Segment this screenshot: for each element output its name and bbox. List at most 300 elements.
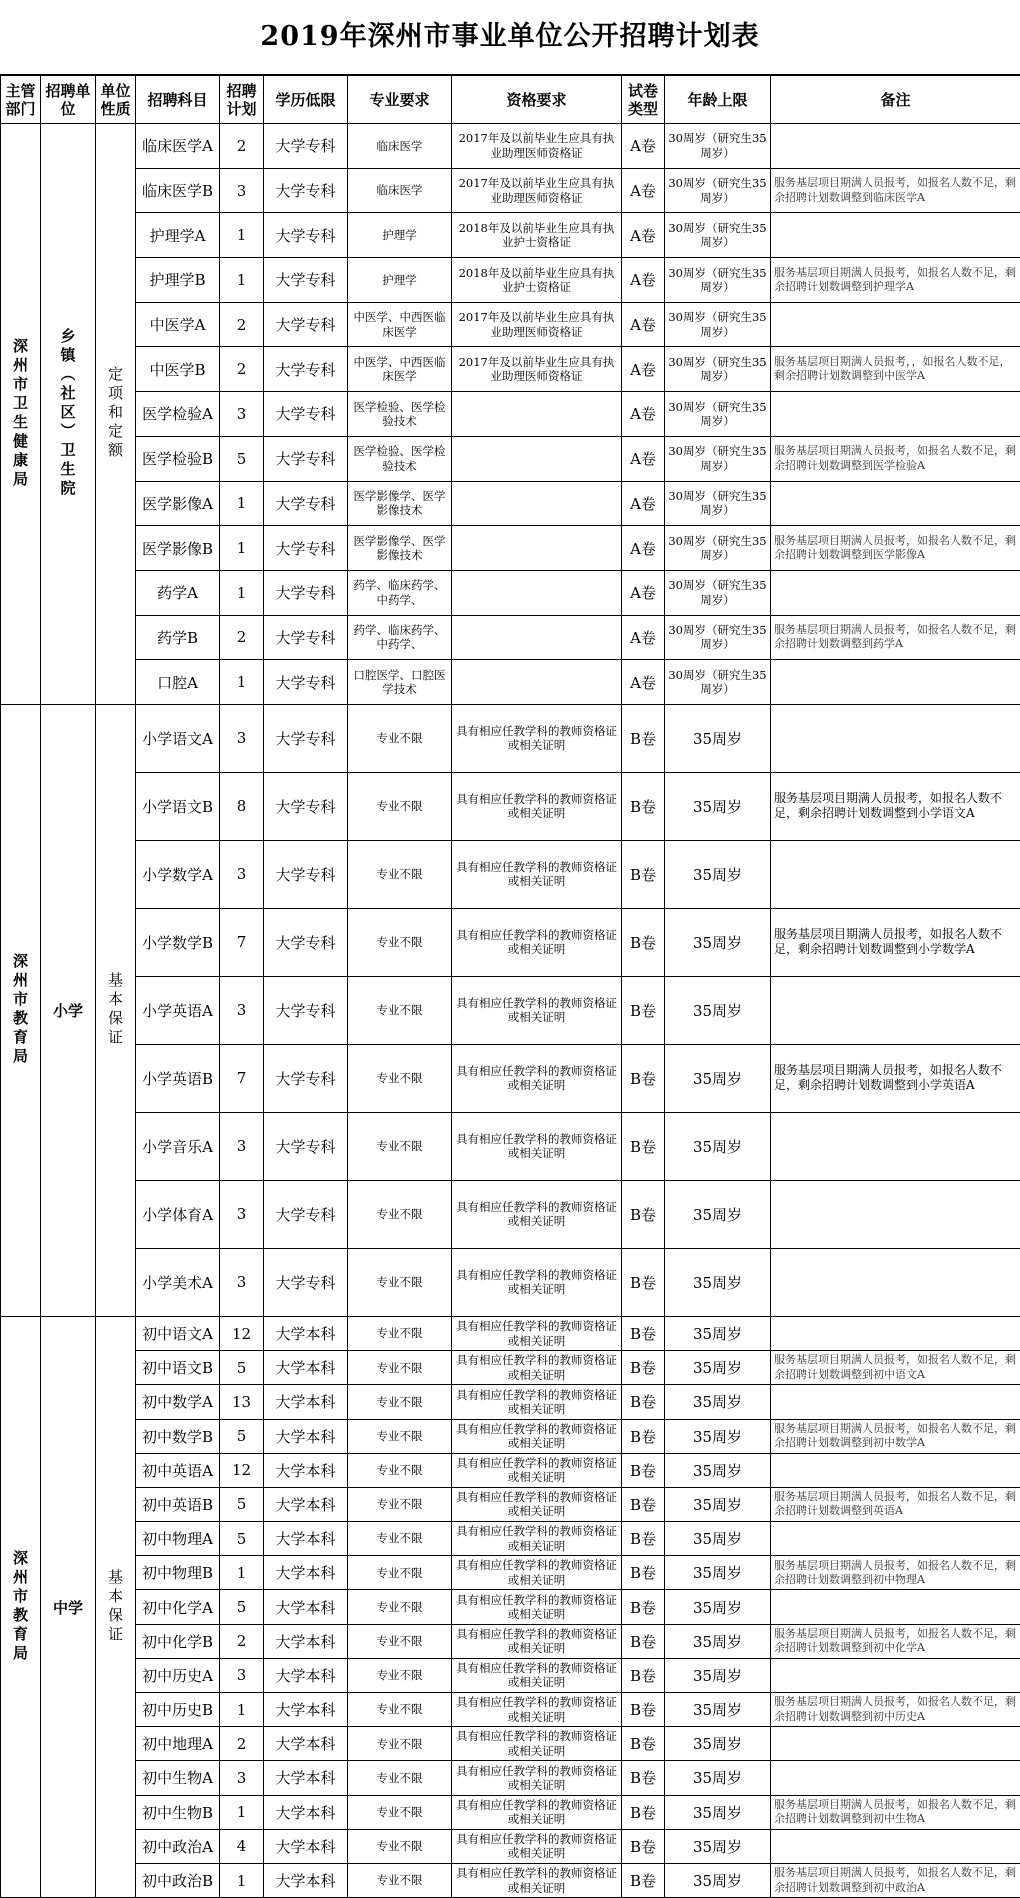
paper-cell: B卷 xyxy=(622,1419,665,1453)
table-row xyxy=(1,908,1020,976)
qual-cell: 具有相应任教学科的教师资格证或相关证明 xyxy=(452,1693,622,1727)
table-row xyxy=(1,258,1020,303)
plan-cell: 3 xyxy=(220,392,264,437)
table-row xyxy=(1,124,1020,169)
qual-cell: 2017年及以前毕业生应具有执业助理医师资格证 xyxy=(452,168,622,213)
table-row xyxy=(1,1385,1020,1419)
subject-cell: 初中化学A xyxy=(136,1590,220,1624)
nature-cell: 基本保证 xyxy=(96,704,136,1316)
qual-cell: 具有相应任教学科的教师资格证或相关证明 xyxy=(452,1863,622,1897)
edu-cell: 大学专科 xyxy=(264,772,348,840)
note-cell xyxy=(771,1180,1020,1248)
table-row xyxy=(1,570,1020,615)
age-cell: 30周岁（研究生35周岁） xyxy=(665,258,771,303)
age-cell: 30周岁（研究生35周岁） xyxy=(665,124,771,169)
note-cell: 服务基层项目期满人员报考，如报名人数不足，剩余招聘计划数调整到初中历史A xyxy=(771,1693,1020,1727)
plan-cell: 13 xyxy=(220,1385,264,1419)
note-cell xyxy=(771,392,1020,437)
edu-cell: 大学专科 xyxy=(264,976,348,1044)
edu-cell: 大学专科 xyxy=(264,704,348,772)
header-note: 备注 xyxy=(771,76,1020,124)
plan-cell: 8 xyxy=(220,772,264,840)
paper-cell: B卷 xyxy=(622,704,665,772)
unit-cell: 小学 xyxy=(41,704,96,1316)
nature-cell: 定项和定额 xyxy=(96,124,136,705)
header-unit: 招聘单位 xyxy=(41,76,96,124)
qual-cell: 2017年及以前毕业生应具有执业助理医师资格证 xyxy=(452,347,622,392)
note-cell xyxy=(771,1248,1020,1316)
edu-cell: 大学本科 xyxy=(264,1419,348,1453)
plan-cell: 2 xyxy=(220,615,264,660)
qual-cell: 具有相应任教学科的教师资格证或相关证明 xyxy=(452,1624,622,1658)
plan-cell: 1 xyxy=(220,1556,264,1590)
qual-cell: 2017年及以前毕业生应具有执业助理医师资格证 xyxy=(452,302,622,347)
paper-cell: B卷 xyxy=(622,1795,665,1829)
age-cell: 30周岁（研究生35周岁） xyxy=(665,392,771,437)
paper-cell: B卷 xyxy=(622,1761,665,1795)
paper-cell: B卷 xyxy=(622,1112,665,1180)
table-row xyxy=(1,1351,1020,1385)
subject-cell: 小学音乐A xyxy=(136,1112,220,1180)
paper-cell: B卷 xyxy=(622,772,665,840)
major-cell: 专业不限 xyxy=(348,1727,452,1761)
subject-cell: 临床医学A xyxy=(136,124,220,169)
qual-cell: 具有相应任教学科的教师资格证或相关证明 xyxy=(452,1795,622,1829)
subject-cell: 医学检验B xyxy=(136,436,220,481)
edu-cell: 大学本科 xyxy=(264,1693,348,1727)
plan-cell: 3 xyxy=(220,1112,264,1180)
age-cell: 35周岁 xyxy=(665,1522,771,1556)
table-row xyxy=(1,1624,1020,1658)
subject-cell: 护理学B xyxy=(136,258,220,303)
plan-cell: 1 xyxy=(220,526,264,571)
qual-cell: 具有相应任教学科的教师资格证或相关证明 xyxy=(452,1761,622,1795)
qual-cell xyxy=(452,436,622,481)
subject-cell: 小学体育A xyxy=(136,1180,220,1248)
recruitment-table xyxy=(0,75,1020,1898)
qual-cell: 2018年及以前毕业生应具有执业护士资格证 xyxy=(452,213,622,258)
age-cell: 35周岁 xyxy=(665,1351,771,1385)
subject-cell: 初中数学B xyxy=(136,1419,220,1453)
age-cell: 35周岁 xyxy=(665,1795,771,1829)
age-cell: 30周岁（研究生35周岁） xyxy=(665,570,771,615)
header-row xyxy=(1,76,1020,124)
qual-cell: 具有相应任教学科的教师资格证或相关证明 xyxy=(452,1522,622,1556)
major-cell: 医学影像学、医学影像技术 xyxy=(348,526,452,571)
age-cell: 35周岁 xyxy=(665,1658,771,1692)
age-cell: 30周岁（研究生35周岁） xyxy=(665,436,771,481)
table-row xyxy=(1,704,1020,772)
age-cell: 35周岁 xyxy=(665,1761,771,1795)
paper-cell: B卷 xyxy=(622,976,665,1044)
edu-cell: 大学本科 xyxy=(264,1453,348,1487)
table-row xyxy=(1,1693,1020,1727)
subject-cell: 小学英语A xyxy=(136,976,220,1044)
major-cell: 专业不限 xyxy=(348,1590,452,1624)
paper-cell: B卷 xyxy=(622,1316,665,1350)
age-cell: 35周岁 xyxy=(665,1248,771,1316)
table-row xyxy=(1,1863,1020,1897)
plan-cell: 3 xyxy=(220,168,264,213)
table-row xyxy=(1,615,1020,660)
note-cell xyxy=(771,1727,1020,1761)
plan-cell: 2 xyxy=(220,1624,264,1658)
plan-cell: 5 xyxy=(220,1351,264,1385)
table-row xyxy=(1,392,1020,437)
plan-cell: 1 xyxy=(220,481,264,526)
age-cell: 35周岁 xyxy=(665,1487,771,1521)
table-row xyxy=(1,1522,1020,1556)
paper-cell: A卷 xyxy=(622,392,665,437)
plan-cell: 3 xyxy=(220,1248,264,1316)
age-cell: 30周岁（研究生35周岁） xyxy=(665,481,771,526)
edu-cell: 大学本科 xyxy=(264,1624,348,1658)
note-cell: 服务基层项目期满人员报考，如报名人数不足，剩余招聘计划数调整到初中化学A xyxy=(771,1624,1020,1658)
edu-cell: 大学专科 xyxy=(264,660,348,705)
paper-cell: B卷 xyxy=(622,1727,665,1761)
header-paper: 试卷类型 xyxy=(622,76,665,124)
subject-cell: 初中物理A xyxy=(136,1522,220,1556)
header-dept: 主管部门 xyxy=(1,76,41,124)
edu-cell: 大学专科 xyxy=(264,392,348,437)
qual-cell: 具有相应任教学科的教师资格证或相关证明 xyxy=(452,704,622,772)
edu-cell: 大学专科 xyxy=(264,570,348,615)
age-cell: 35周岁 xyxy=(665,1863,771,1897)
plan-cell: 3 xyxy=(220,840,264,908)
major-cell: 专业不限 xyxy=(348,1658,452,1692)
qual-cell: 具有相应任教学科的教师资格证或相关证明 xyxy=(452,1385,622,1419)
qual-cell: 具有相应任教学科的教师资格证或相关证明 xyxy=(452,840,622,908)
edu-cell: 大学专科 xyxy=(264,615,348,660)
paper-cell: A卷 xyxy=(622,526,665,571)
table-row xyxy=(1,1112,1020,1180)
plan-cell: 1 xyxy=(220,1693,264,1727)
table-row xyxy=(1,213,1020,258)
plan-cell: 5 xyxy=(220,1487,264,1521)
subject-cell: 初中物理B xyxy=(136,1556,220,1590)
subject-cell: 初中历史B xyxy=(136,1693,220,1727)
edu-cell: 大学本科 xyxy=(264,1351,348,1385)
table-row xyxy=(1,1044,1020,1112)
subject-cell: 初中英语B xyxy=(136,1487,220,1521)
age-cell: 35周岁 xyxy=(665,1453,771,1487)
plan-cell: 12 xyxy=(220,1453,264,1487)
paper-cell: A卷 xyxy=(622,481,665,526)
age-cell: 35周岁 xyxy=(665,1419,771,1453)
edu-cell: 大学本科 xyxy=(264,1727,348,1761)
subject-cell: 医学检验A xyxy=(136,392,220,437)
subject-cell: 初中生物B xyxy=(136,1795,220,1829)
header-edu: 学历低限 xyxy=(264,76,348,124)
plan-cell: 2 xyxy=(220,302,264,347)
major-cell: 专业不限 xyxy=(348,704,452,772)
subject-cell: 初中英语A xyxy=(136,1453,220,1487)
plan-cell: 5 xyxy=(220,1590,264,1624)
table-row xyxy=(1,1453,1020,1487)
edu-cell: 大学本科 xyxy=(264,1590,348,1624)
qual-cell: 具有相应任教学科的教师资格证或相关证明 xyxy=(452,908,622,976)
header-nature: 单位性质 xyxy=(96,76,136,124)
plan-cell: 5 xyxy=(220,1522,264,1556)
major-cell: 专业不限 xyxy=(348,1624,452,1658)
subject-cell: 初中生物A xyxy=(136,1761,220,1795)
table-row xyxy=(1,1761,1020,1795)
plan-cell: 4 xyxy=(220,1829,264,1863)
table-row xyxy=(1,168,1020,213)
subject-cell: 医学影像A xyxy=(136,481,220,526)
plan-cell: 1 xyxy=(220,258,264,303)
edu-cell: 大学本科 xyxy=(264,1829,348,1863)
major-cell: 专业不限 xyxy=(348,772,452,840)
age-cell: 35周岁 xyxy=(665,1385,771,1419)
edu-cell: 大学本科 xyxy=(264,1795,348,1829)
age-cell: 35周岁 xyxy=(665,772,771,840)
table-row xyxy=(1,1316,1020,1350)
major-cell: 医学检验、医学检验技术 xyxy=(348,392,452,437)
major-cell: 专业不限 xyxy=(348,840,452,908)
note-cell xyxy=(771,213,1020,258)
note-cell xyxy=(771,1761,1020,1795)
table-row xyxy=(1,840,1020,908)
age-cell: 35周岁 xyxy=(665,1829,771,1863)
table-row xyxy=(1,302,1020,347)
subject-cell: 中医学A xyxy=(136,302,220,347)
major-cell: 专业不限 xyxy=(348,976,452,1044)
plan-cell: 3 xyxy=(220,1180,264,1248)
table-row xyxy=(1,660,1020,705)
note-cell xyxy=(771,302,1020,347)
subject-cell: 初中数学A xyxy=(136,1385,220,1419)
paper-cell: B卷 xyxy=(622,1624,665,1658)
qual-cell xyxy=(452,481,622,526)
table-row xyxy=(1,976,1020,1044)
page-title: 2019年深州市事业单位公开招聘计划表 xyxy=(0,0,1020,75)
major-cell: 专业不限 xyxy=(348,1180,452,1248)
qual-cell: 具有相应任教学科的教师资格证或相关证明 xyxy=(452,1727,622,1761)
qual-cell xyxy=(452,526,622,571)
edu-cell: 大学专科 xyxy=(264,526,348,571)
plan-cell: 12 xyxy=(220,1316,264,1350)
note-cell xyxy=(771,1829,1020,1863)
paper-cell: B卷 xyxy=(622,1453,665,1487)
plan-cell: 2 xyxy=(220,1727,264,1761)
table-row xyxy=(1,1829,1020,1863)
subject-cell: 医学影像B xyxy=(136,526,220,571)
qual-cell: 具有相应任教学科的教师资格证或相关证明 xyxy=(452,1248,622,1316)
qual-cell: 具有相应任教学科的教师资格证或相关证明 xyxy=(452,1590,622,1624)
plan-cell: 3 xyxy=(220,1761,264,1795)
edu-cell: 大学本科 xyxy=(264,1658,348,1692)
note-cell: 服务基层项目期满人员报考，如报名人数不足，剩余招聘计划数调整到小学语文A xyxy=(771,772,1020,840)
paper-cell: B卷 xyxy=(622,840,665,908)
note-cell xyxy=(771,660,1020,705)
note-cell: 服务基层项目期满人员报考，如报名人数不足，剩余招聘计划数调整到药学A xyxy=(771,615,1020,660)
table-row xyxy=(1,1248,1020,1316)
qual-cell: 具有相应任教学科的教师资格证或相关证明 xyxy=(452,1351,622,1385)
plan-cell: 7 xyxy=(220,1044,264,1112)
edu-cell: 大学专科 xyxy=(264,481,348,526)
paper-cell: B卷 xyxy=(622,1522,665,1556)
major-cell: 专业不限 xyxy=(348,1487,452,1521)
plan-cell: 3 xyxy=(220,704,264,772)
edu-cell: 大学专科 xyxy=(264,908,348,976)
paper-cell: B卷 xyxy=(622,1658,665,1692)
unit-cell: 乡镇（社区）卫生院 xyxy=(41,124,96,705)
qual-cell: 具有相应任教学科的教师资格证或相关证明 xyxy=(452,976,622,1044)
table-row xyxy=(1,1795,1020,1829)
dept-cell: 深州市卫生健康局 xyxy=(1,124,41,705)
paper-cell: A卷 xyxy=(622,213,665,258)
edu-cell: 大学本科 xyxy=(264,1385,348,1419)
note-cell xyxy=(771,1658,1020,1692)
note-cell xyxy=(771,481,1020,526)
subject-cell: 临床医学B xyxy=(136,168,220,213)
paper-cell: B卷 xyxy=(622,1044,665,1112)
edu-cell: 大学本科 xyxy=(264,1863,348,1897)
paper-cell: B卷 xyxy=(622,1351,665,1385)
qual-cell: 具有相应任教学科的教师资格证或相关证明 xyxy=(452,1829,622,1863)
nature-cell: 基本保证 xyxy=(96,1316,136,1897)
paper-cell: B卷 xyxy=(622,1863,665,1897)
edu-cell: 大学专科 xyxy=(264,436,348,481)
paper-cell: B卷 xyxy=(622,1385,665,1419)
qual-cell: 具有相应任教学科的教师资格证或相关证明 xyxy=(452,1419,622,1453)
header-qual: 资格要求 xyxy=(452,76,622,124)
note-cell xyxy=(771,1522,1020,1556)
age-cell: 35周岁 xyxy=(665,976,771,1044)
plan-cell: 7 xyxy=(220,908,264,976)
note-cell xyxy=(771,1590,1020,1624)
age-cell: 35周岁 xyxy=(665,704,771,772)
qual-cell: 具有相应任教学科的教师资格证或相关证明 xyxy=(452,1316,622,1350)
plan-cell: 3 xyxy=(220,976,264,1044)
paper-cell: A卷 xyxy=(622,570,665,615)
table-row xyxy=(1,1556,1020,1590)
age-cell: 30周岁（研究生35周岁） xyxy=(665,526,771,571)
plan-cell: 2 xyxy=(220,124,264,169)
major-cell: 专业不限 xyxy=(348,1248,452,1316)
age-cell: 35周岁 xyxy=(665,1693,771,1727)
plan-cell: 3 xyxy=(220,1658,264,1692)
subject-cell: 初中政治B xyxy=(136,1863,220,1897)
plan-cell: 1 xyxy=(220,570,264,615)
note-cell: 服务基层项目期满人员报考，如报名人数不足，剩余招聘计划数调整到护理学A xyxy=(771,258,1020,303)
paper-cell: A卷 xyxy=(622,168,665,213)
note-cell xyxy=(771,124,1020,169)
qual-cell: 具有相应任教学科的教师资格证或相关证明 xyxy=(452,772,622,840)
edu-cell: 大学本科 xyxy=(264,1487,348,1521)
note-cell: 服务基层项目期满人员报考，如报名人数不足，剩余招聘计划数调整到初中生物A xyxy=(771,1795,1020,1829)
note-cell xyxy=(771,704,1020,772)
note-cell: 服务基层项目期满人员报考，如报名人数不足，剩余招聘计划数调整到医学影像A xyxy=(771,526,1020,571)
age-cell: 30周岁（研究生35周岁） xyxy=(665,347,771,392)
qual-cell: 2018年及以前毕业生应具有执业护士资格证 xyxy=(452,258,622,303)
paper-cell: A卷 xyxy=(622,436,665,481)
major-cell: 临床医学 xyxy=(348,168,452,213)
table-row xyxy=(1,1180,1020,1248)
subject-cell: 小学美术A xyxy=(136,1248,220,1316)
qual-cell xyxy=(452,615,622,660)
edu-cell: 大学专科 xyxy=(264,302,348,347)
table-row xyxy=(1,526,1020,571)
note-cell: 服务基层项目期满人员报考，如报名人数不足，剩余招聘计划数调整到英语A xyxy=(771,1487,1020,1521)
major-cell: 医学检验、医学检验技术 xyxy=(348,436,452,481)
major-cell: 护理学 xyxy=(348,258,452,303)
note-cell: 服务基层项目期满人员报考，，如报名人数不足，剩余招聘计划数调整到中医学A xyxy=(771,347,1020,392)
paper-cell: B卷 xyxy=(622,1487,665,1521)
paper-cell: A卷 xyxy=(622,258,665,303)
paper-cell: B卷 xyxy=(622,1248,665,1316)
dept-cell: 深州市教育局 xyxy=(1,1316,41,1897)
paper-cell: B卷 xyxy=(622,1180,665,1248)
age-cell: 35周岁 xyxy=(665,1590,771,1624)
age-cell: 35周岁 xyxy=(665,1556,771,1590)
edu-cell: 大学本科 xyxy=(264,1556,348,1590)
age-cell: 30周岁（研究生35周岁） xyxy=(665,168,771,213)
edu-cell: 大学专科 xyxy=(264,1180,348,1248)
edu-cell: 大学专科 xyxy=(264,258,348,303)
header-plan: 招聘计划 xyxy=(220,76,264,124)
subject-cell: 小学数学B xyxy=(136,908,220,976)
paper-cell: A卷 xyxy=(622,660,665,705)
subject-cell: 初中化学B xyxy=(136,1624,220,1658)
major-cell: 口腔医学、口腔医学技术 xyxy=(348,660,452,705)
major-cell: 专业不限 xyxy=(348,1863,452,1897)
major-cell: 药学、临床药学、中药学、 xyxy=(348,615,452,660)
table-row xyxy=(1,481,1020,526)
paper-cell: B卷 xyxy=(622,908,665,976)
note-cell xyxy=(771,976,1020,1044)
note-cell: 服务基层项目期满人员报考，如报名人数不足，剩余招聘计划数调整到初中数学A xyxy=(771,1419,1020,1453)
qual-cell: 具有相应任教学科的教师资格证或相关证明 xyxy=(452,1044,622,1112)
plan-cell: 1 xyxy=(220,1863,264,1897)
age-cell: 30周岁（研究生35周岁） xyxy=(665,615,771,660)
major-cell: 药学、临床药学、中药学、 xyxy=(348,570,452,615)
edu-cell: 大学专科 xyxy=(264,1248,348,1316)
note-cell: 服务基层项目期满人员报考，如报名人数不足，剩余招聘计划数调整到小学英语A xyxy=(771,1044,1020,1112)
note-cell xyxy=(771,1453,1020,1487)
paper-cell: B卷 xyxy=(622,1829,665,1863)
paper-cell: A卷 xyxy=(622,302,665,347)
subject-cell: 药学B xyxy=(136,615,220,660)
unit-cell: 中学 xyxy=(41,1316,96,1897)
paper-cell: B卷 xyxy=(622,1590,665,1624)
age-cell: 30周岁（研究生35周岁） xyxy=(665,660,771,705)
paper-cell: A卷 xyxy=(622,124,665,169)
subject-cell: 中医学B xyxy=(136,347,220,392)
plan-cell: 1 xyxy=(220,1795,264,1829)
major-cell: 专业不限 xyxy=(348,1453,452,1487)
age-cell: 35周岁 xyxy=(665,1044,771,1112)
qual-cell xyxy=(452,392,622,437)
major-cell: 中医学、中西医临床医学 xyxy=(348,347,452,392)
note-cell: 服务基层项目期满人员报考，如报名人数不足，剩余招聘计划数调整到临床医学A xyxy=(771,168,1020,213)
major-cell: 专业不限 xyxy=(348,1112,452,1180)
major-cell: 专业不限 xyxy=(348,1522,452,1556)
edu-cell: 大学专科 xyxy=(264,124,348,169)
table-row xyxy=(1,436,1020,481)
note-cell xyxy=(771,570,1020,615)
note-cell xyxy=(771,1316,1020,1350)
subject-cell: 护理学A xyxy=(136,213,220,258)
major-cell: 专业不限 xyxy=(348,1556,452,1590)
header-age: 年龄上限 xyxy=(665,76,771,124)
major-cell: 专业不限 xyxy=(348,1693,452,1727)
age-cell: 35周岁 xyxy=(665,1727,771,1761)
edu-cell: 大学专科 xyxy=(264,840,348,908)
note-cell: 服务基层项目期满人员报考，如报名人数不足，剩余招聘计划数调整到初中语文A xyxy=(771,1351,1020,1385)
age-cell: 30周岁（研究生35周岁） xyxy=(665,213,771,258)
